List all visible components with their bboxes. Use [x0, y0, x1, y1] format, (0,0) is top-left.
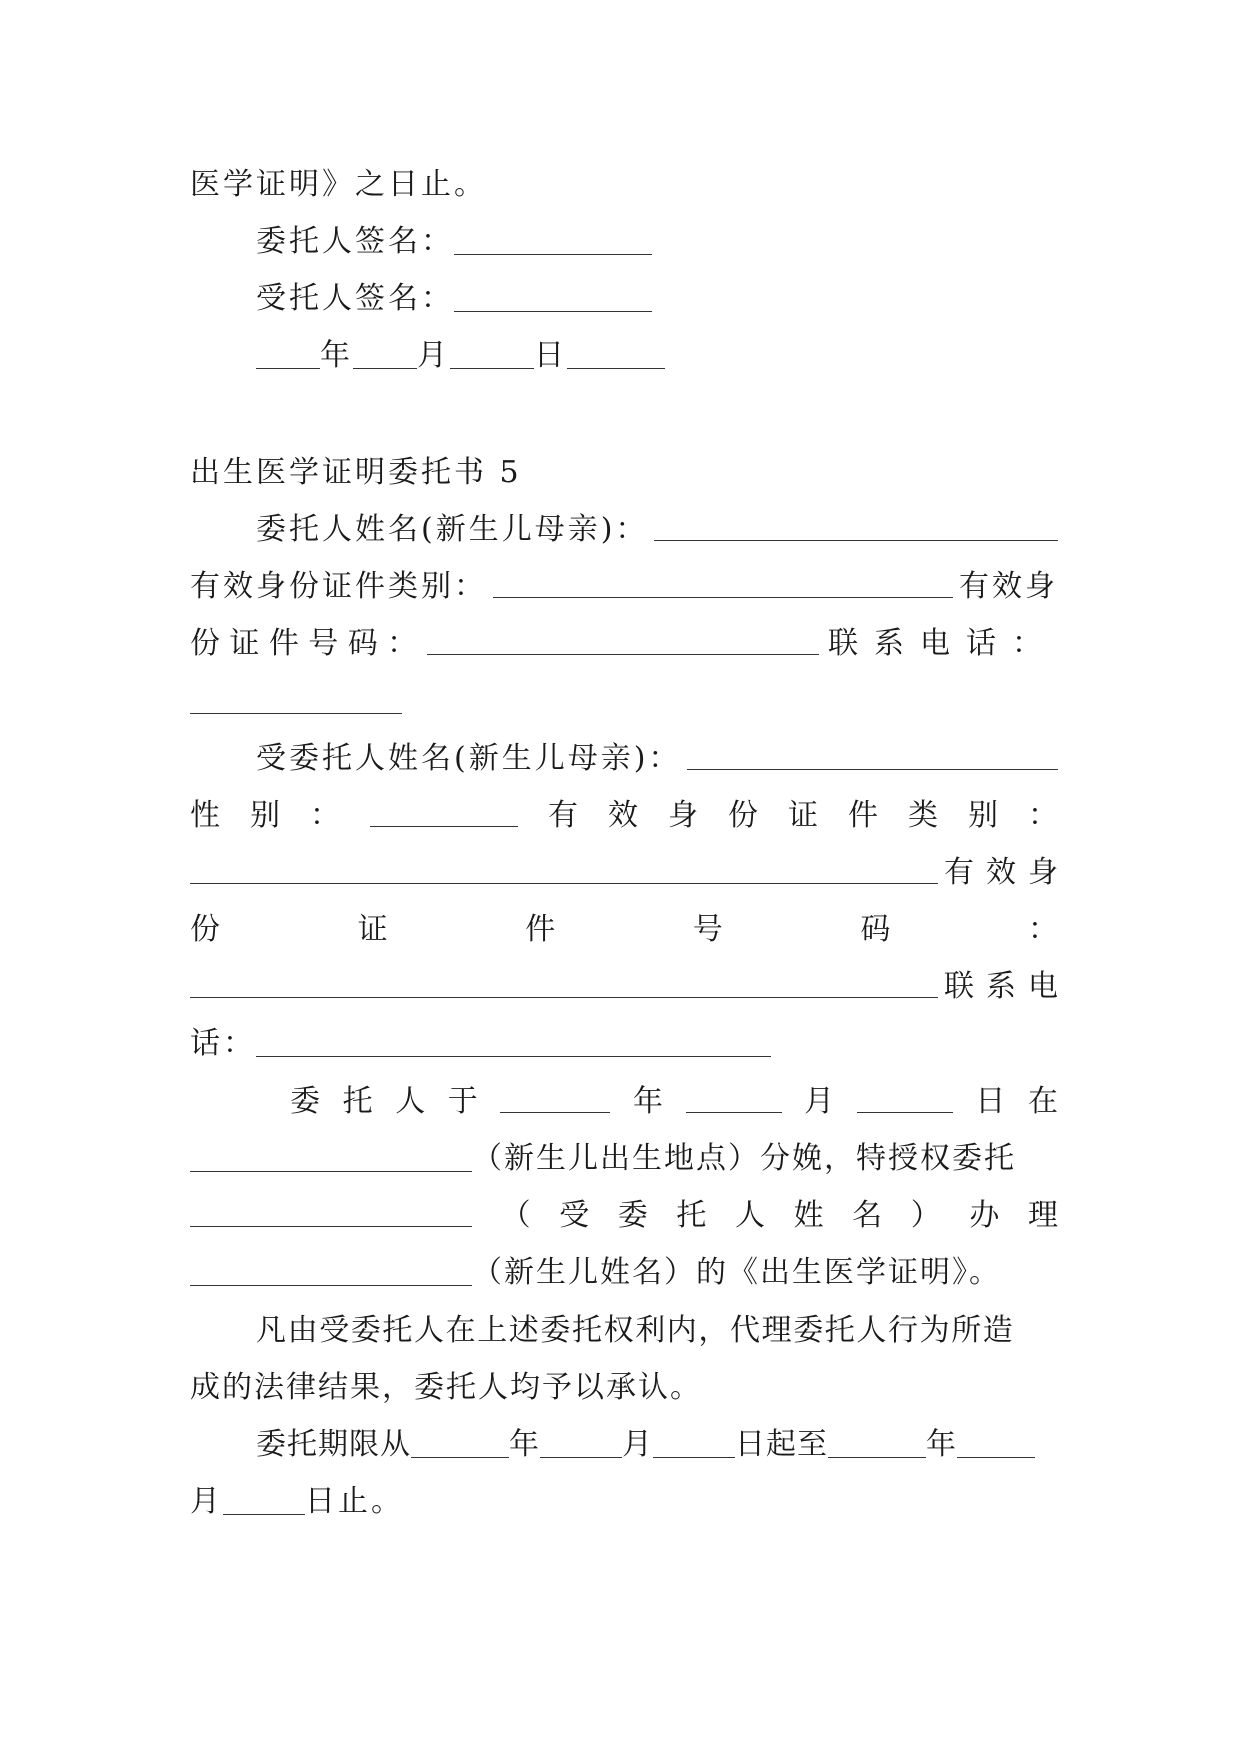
period-month-label: 月 [622, 1427, 653, 1462]
agent-name-char: ） [910, 1198, 941, 1233]
para1-char: 托 [342, 1084, 373, 1119]
birth-place-text: （新生儿出生地点）分娩，特授权委托 [472, 1141, 1016, 1176]
agent-name-char: 受 [559, 1198, 590, 1233]
phone-field[interactable] [190, 683, 402, 714]
para1-char: 年 [632, 1084, 663, 1119]
gender-field[interactable] [370, 796, 518, 827]
para1-line-2 [190, 1139, 1058, 1179]
agent-name-char: 委 [617, 1198, 648, 1233]
period-day-field[interactable] [653, 1427, 735, 1458]
period-month-field[interactable] [540, 1427, 622, 1458]
agent-id-type-char: 别 [968, 798, 998, 833]
id-char: 证 [229, 626, 260, 661]
agent-id-type-char: 类 [908, 798, 938, 833]
doc-title: 出生医学证明委托书 5 [190, 455, 522, 490]
agent-id-type-field[interactable] [190, 853, 938, 884]
date-day-field[interactable] [450, 338, 534, 369]
gender-line [190, 796, 1058, 836]
gender-char: 别 [250, 798, 280, 833]
agent-name-label: 受委托人姓名(新生儿母亲)： [256, 741, 682, 776]
phone-label: 联系电话： [827, 626, 1058, 661]
agent-phone-line [190, 1024, 1058, 1064]
id-char: 份 [190, 626, 220, 661]
period-year-field[interactable] [411, 1427, 509, 1458]
para2-line-2: 成的法律结果，委托人均予以承认。 [190, 1370, 702, 1405]
phone-tail: 联系电 [944, 969, 1070, 1004]
agent-id-type-char: 份 [728, 798, 758, 833]
id-type-label: 有效身份证件类别： [190, 569, 487, 604]
period-end-line [190, 1482, 1058, 1522]
agent-name-char: 托 [676, 1198, 707, 1233]
para1-line-4 [190, 1253, 1058, 1293]
period-year2-field[interactable] [828, 1427, 926, 1458]
agent-id-type-char: 身 [668, 798, 698, 833]
id-type-field[interactable] [493, 567, 953, 598]
principal-name-field[interactable] [654, 510, 1058, 541]
agent-id-char: 件 [525, 912, 556, 947]
id-tail-1: 有效身 [959, 569, 1058, 604]
agent-id-number-field[interactable] [190, 967, 938, 998]
id-char: ： [387, 626, 418, 661]
agent-sign-label: 受托人签名： [256, 281, 454, 316]
phone-field-line [190, 681, 1058, 721]
agent-id-number-line [190, 910, 1058, 950]
period-month2-label: 月 [190, 1484, 223, 1519]
para1-char: 人 [395, 1084, 426, 1119]
period-day2-field[interactable] [223, 1484, 305, 1515]
agent-id-char: 份 [190, 912, 220, 947]
date-month-field[interactable] [353, 338, 417, 369]
agent-name-char: 人 [734, 1198, 765, 1233]
agent-id-char: ： [1027, 912, 1058, 947]
date-day-label: 日 [534, 338, 567, 373]
id-number-field[interactable] [427, 624, 819, 655]
para1-char: 月 [804, 1084, 835, 1119]
birth-place-field[interactable] [190, 1141, 472, 1172]
agent-phone-field[interactable] [256, 1026, 771, 1057]
id-char: 码 [347, 626, 378, 661]
baby-name-text: （新生儿姓名）的《出生医学证明》。 [472, 1255, 1001, 1290]
date-year-field[interactable] [256, 338, 320, 369]
agent-name-fill-field[interactable] [190, 1196, 472, 1227]
prev-line-1: 医学证明》之日止。 [190, 167, 487, 202]
period-end-label: 日止。 [305, 1484, 404, 1519]
period-year2-label: 年 [926, 1427, 957, 1462]
agent-name-char: 名 [852, 1198, 883, 1233]
agent-phone-label: 话： [190, 1026, 256, 1061]
agent-id-type-char: 证 [788, 798, 818, 833]
period-month2-field[interactable] [957, 1427, 1035, 1458]
agent-id-char: 号 [692, 912, 723, 947]
agent-name-char: （ [500, 1198, 531, 1233]
para1-line-3 [190, 1196, 1058, 1236]
principal-sign-label: 委托人签名： [256, 224, 454, 259]
principal-sign-line [256, 222, 1058, 262]
principal-name-line [256, 510, 1058, 550]
id-number-line [190, 624, 1058, 664]
gender-char: 性 [190, 798, 220, 833]
date-month-label: 月 [417, 338, 450, 373]
id-char: 件 [268, 626, 299, 661]
period-day-label: 日起至 [735, 1427, 828, 1462]
agent-id-type-char: 效 [608, 798, 638, 833]
agent-sign-field[interactable] [454, 281, 652, 312]
para1-char: 于 [447, 1084, 478, 1119]
para1-day-field[interactable] [857, 1082, 953, 1113]
period-line [256, 1425, 1058, 1465]
agent-id-type-char: 有 [548, 798, 578, 833]
para2-line-1: 凡由受委托人在上述委托权利内，代理委托人行为所造 [256, 1313, 1015, 1348]
agent-id-char: 码 [860, 912, 891, 947]
agent-id-type-char: 件 [848, 798, 878, 833]
para1-year-field[interactable] [500, 1082, 610, 1113]
baby-name-field[interactable] [190, 1255, 472, 1286]
agent-sign-line [256, 279, 1058, 319]
para1-month-field[interactable] [686, 1082, 782, 1113]
para1-char: 在 [1027, 1084, 1058, 1119]
agent-name-char: 姓 [793, 1198, 824, 1233]
period-label: 委托期限从 [256, 1427, 411, 1462]
period-year-label: 年 [509, 1427, 540, 1462]
agent-name-line [256, 739, 1058, 779]
agent-id-type-field-line [190, 853, 1070, 893]
id-char: 号 [308, 626, 339, 661]
para1-char: 委 [290, 1084, 320, 1119]
agent-name-field[interactable] [687, 739, 1058, 770]
agent-id-type-char: ： [1028, 798, 1058, 833]
gender-char: ： [310, 798, 340, 833]
id-tail-2: 有效身 [944, 855, 1070, 890]
para1-char: 日 [975, 1084, 1006, 1119]
prev-date-line [256, 336, 1058, 376]
date-year-label: 年 [320, 338, 353, 373]
date-extra-field[interactable] [567, 338, 665, 369]
principal-sign-field[interactable] [454, 224, 652, 255]
agent-name-char: 理 [1027, 1198, 1058, 1233]
principal-name-label: 委托人姓名(新生儿母亲)： [256, 512, 649, 547]
agent-id-number-field-line [190, 967, 1070, 1007]
agent-id-char: 证 [357, 912, 388, 947]
para1-line-1 [290, 1082, 1058, 1122]
agent-name-char: 办 [969, 1198, 1000, 1233]
id-type-line [190, 567, 1058, 607]
